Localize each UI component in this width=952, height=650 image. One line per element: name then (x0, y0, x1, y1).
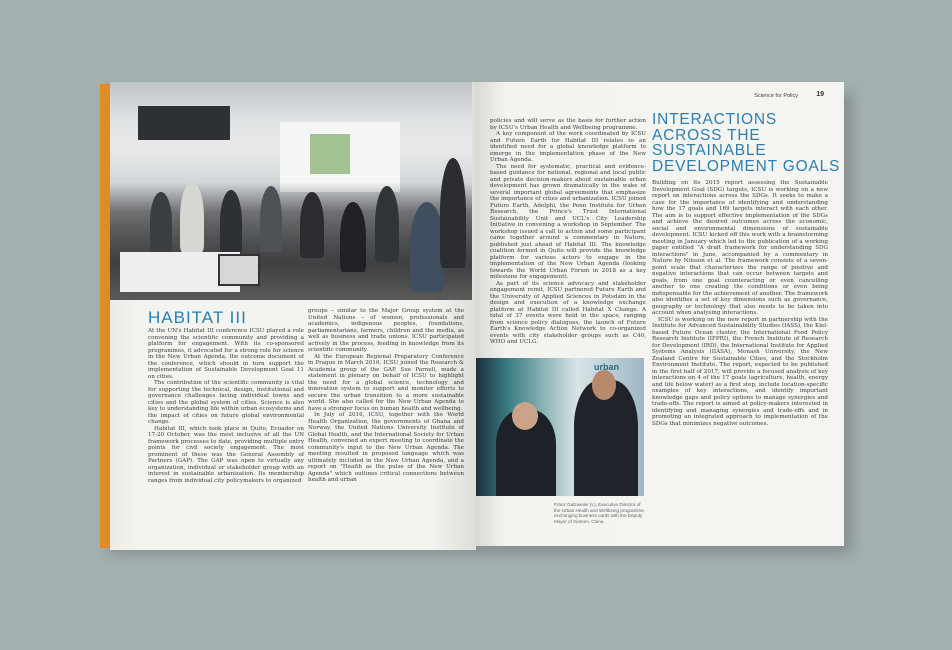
paragraph: At the UN's Habitat III conference ICSU played a role convening the scientific community and providing a platform for engagement. With its co-sponsored programmes, it advocated for a strong role for science in the New Urban Agenda, the outcome document of the conference, which should in turn support the implementation of Sustainable Development Goal 11 on cities. (148, 328, 304, 380)
paragraph: Habitat III, which took place in Quito, Ecuador on 17-20 October, was the most inclusive of all the UN framework processes to date, providing multiple entry points for civil society engagement. The most prominent of these was the General Assembly of Partners (GAP). The GAP was open to virtually any organization, individual or stakeholder group with an interest in sustainable urbanization. Its membership ranges from individual city policymakers to organized (148, 425, 304, 484)
right-column-2 (652, 180, 828, 427)
paragraph: In July of 2016, ICSU, together with the World Health Organization, the governments of Ghana and Norway, the United Nations University Institute of Global Health, and the International Society for Urban Health, convened an expert meeting to coordinate the community's input to the New Urban Agenda. The meeting resulted in proposed language which was ultimately included in the New Urban Agenda, and a report on "Health as the pulse of the New Urban Agenda" which outlines critical connections between health and urban (308, 412, 464, 483)
paragraph: Building on its 2015 report assessing the Sustainable Development Goal (SDG) targets, ICSU is working on a new report on interactions across the SDGs. It seeks to make a case for the importance of identifying and understanding how the 17 goals and 169 targets interact with each other. The aim is to support effective implementation of the SDGs and achieve the desired outcomes across the economic, social and environmental dimensions of sustainable development. ICSU kicked off this work with a brainstorming meeting in January which led to the publication of a working paper entitled "A draft framework for understanding SDG interactions" in June, accompanied by a commentary in Nature by Nilsson et al. The framework consists of a seven-point scale that characterizes the range of positive and negative interactions that can occur between targets and goals, from one goal counteracting or even cancelling another to one creating the conditions or even being indispensable for the achievement of another. The framework also identifies a set of key dimensions such as governance, geography or technology that also needs to be taken into account when analysing interactions. (652, 180, 828, 316)
conference-photo (110, 82, 472, 300)
paragraph: As part of its science advocacy and stakeholder engagement remit, ICSU partnered Future Earth and the University of Applied Sciences in Potsdam in the design and execution of a knowledge exchange platform at Habitat III called Habitat X Change. A total of 37 events were held in the space, ranging from science policy dialogues, the launch of Future Earth's Knowledge Action Network to co-organized events with city stakeholder groups such as C40, WHO and UCLG. (490, 280, 646, 345)
paragraph: groups – similar to the Major Group system at the United Nations – of women, professionals and academics, indigenous peoples, foundations, parliamentarians, farmers, children and the media, as well as business and trade unions. ICSU participated actively in the process, feeding in knowledge from its scientific community. (308, 308, 464, 353)
paragraph: The need for systematic, practical and evidence-based guidance for national, regional and local public and private decision-makers about sustainable urban development has grown dramatically in the wake of several important global agreements that emphasize the importance of cities and urbanization. ICSU joined Future Earth, Adelphi, the Penn Institute for Urban Research, the Prince's Trust International Sustainability Unit and UCL's City Leadership Initiative in convening a workshop in September. The workshop issued a call to action and some participant came together around a commentary in Nature, published just ahead of Habitat III. The knowledge coalition formed in Quito will provide the knowledge platform for various actors to engage in the implementation of the New Urban Agenda (looking towards the World Urban Forum in 2018 as a key milestone for engagement). (490, 163, 646, 280)
paragraph: At the European Regional Preparatory Conference in Prague in March 2016, ICSU joined the Research & Academia group of the GAP. Sue Parnell, made a statement in plenary on behalf of ICSU to highlight the need for a global science, technology and innovation system to support and monitor efforts to secure the urban transition to a more sustainable world. She also called for the New Urban Agenda to have a stronger focus on human health and wellbeing. (308, 353, 464, 412)
heading-line: DEVELOPMENT GOALS (652, 157, 841, 175)
right-page (476, 82, 844, 546)
page-number: 19 (816, 91, 824, 98)
left-column-1 (148, 328, 304, 484)
paragraph: A key component of the work coordinated by ICSU and Future Earth for Habitat III relates to an identified need for a global knowledge platform to emerge in the implementation phase of the New Urban Agenda. (490, 131, 646, 163)
business-card-photo (476, 358, 644, 496)
running-head: Science for Policy (754, 93, 798, 99)
section-heading (652, 112, 842, 174)
paragraph: The contribution of the scientific community is vital for supporting the technical, design, institutional and governance challenges facing individual towns and cities and the global system of cities. Science is also key to understanding life within urban ecosystems and the impact of cities on future global environmental change. (148, 380, 304, 425)
left-page (110, 82, 476, 550)
paragraph: policies and will serve as the basis for further action by ICSU's Urban Health and Wellbeing programme. (490, 118, 646, 131)
photo-sign: urban (594, 362, 620, 372)
paragraph: ICSU is working on the new report in partnership with the Institute for Advanced Sustainability Studies (IASS), the Kiel-based Future Ocean cluster, the International Food Policy Research Institute (IFPRI), the French Institute of Research for Development (IRD), the International Institute for Applied Systems Analysis (IIASA), Monash University, the New Zealand Centre for Sustainable Cities, and the Stockholm Environment Institute. The report, expected to be published in the first half of 2017, will provide a focused analysis of key interactions on 4 of the 17 goals (agriculture, health, energy and life below water) as a first step, include location-specific examples of key interactions, and identify important knowledge gaps and policy options to manage synergies and trade-offs. The report is aimed at policy-makers interested in identifying and managing synergies and trade-offs and in promoting an integrated approach to implementation of the SDGs that minimizes negative outcomes. (652, 316, 828, 427)
heading-line: ACROSS THE (652, 126, 761, 144)
left-column-2 (308, 308, 464, 484)
heading-line: INTERACTIONS (652, 111, 777, 128)
laptop (218, 254, 260, 286)
right-column-1 (490, 118, 646, 346)
photo-caption: Franz Gatzweiler (L), Executive Director of the Urban Health and Wellbeing programme, exchanging business cards with the Deputy Mayor of Xiamen, China. (554, 502, 646, 524)
heading-line: SUSTAINABLE (652, 142, 767, 159)
section-heading: HABITAT III (148, 308, 247, 327)
